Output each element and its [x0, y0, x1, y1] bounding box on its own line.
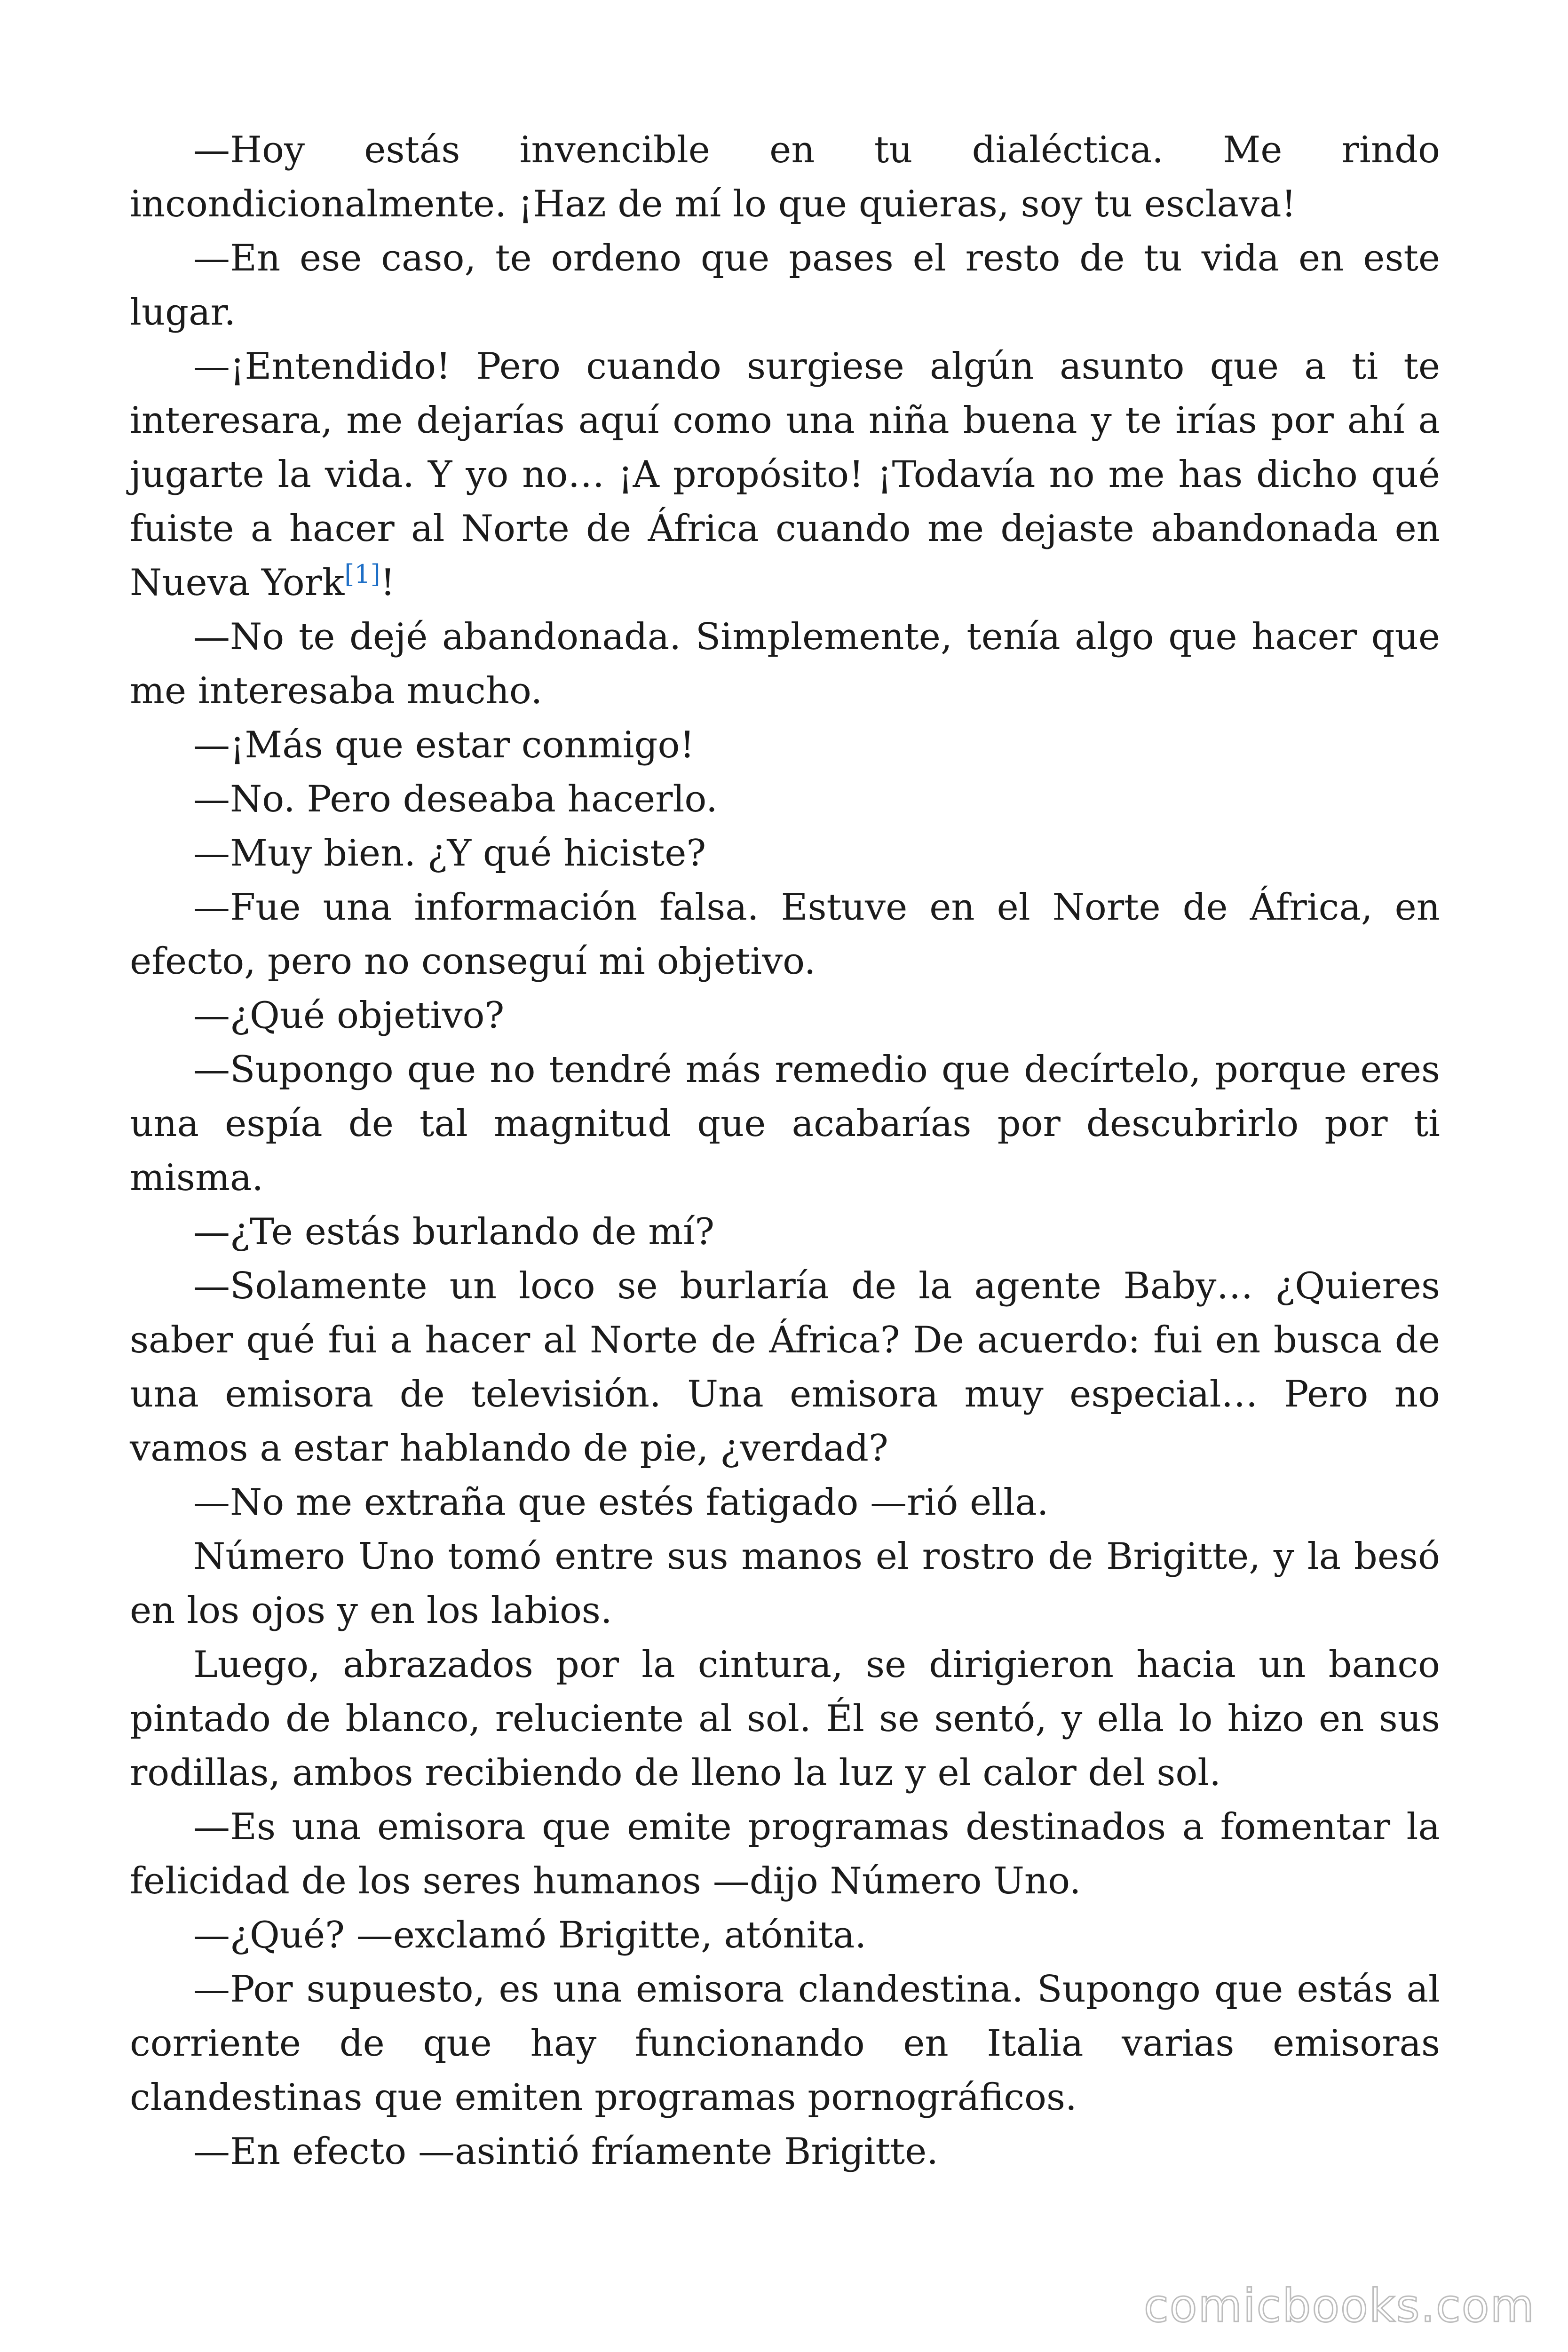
paragraph: —Solamente un loco se burlaría de la agente Baby… ¿Quieres saber qué fui a hacer al Norte de África? De acuerdo: fui en busca de una emisora de televisión. Una emisora muy especial… Pero no vamos a estar hablando de pie, ¿verdad? [130, 1265, 1440, 1470]
paragraph: —Supongo que no tendré más remedio que decírtelo, porque eres una espía de tal magnitud que acabarías por descubrirlo por ti misma. [130, 1049, 1440, 1199]
paragraph-text: ! [380, 562, 396, 604]
paragraph: —Hoy estás invencible en tu dialéctica. Me rindo incondicionalmente. ¡Haz de mí lo que quieras, soy tu esclava! [130, 129, 1440, 225]
paragraph: —No me extraña que estés fatigado —rió ella. [193, 1481, 1049, 1524]
paragraph: Número Uno tomó entre sus manos el rostro de Brigitte, y la besó en los ojos y en los labios. [130, 1535, 1440, 1632]
paragraph: —No. Pero deseaba hacerlo. [193, 778, 718, 820]
paragraph: —¡Más que estar conmigo! [193, 724, 695, 766]
paragraph: —Fue una información falsa. Estuve en el Norte de África, en efecto, pero no conseguí mi objetivo. [130, 886, 1440, 983]
paragraph: —¿Qué? —exclamó Brigitte, atónita. [193, 1914, 867, 1956]
paragraph: —¿Te estás burlando de mí? [193, 1211, 715, 1253]
paragraph-text: —¡Entendido! Pero cuando surgiese algún asunto que a ti te interesara, me dejarías aquí como una niña buena y te irías por ahí a jugarte la vida. Y yo no… ¡A propósito! ¡Todavía no me has dicho qué fuiste a hacer al Norte de África cuando me dejaste abandonada en Nueva York [130, 345, 1440, 604]
paragraph: —Es una emisora que emite programas destinados a fomentar la felicidad de los seres humanos —dijo Número Uno. [130, 1806, 1440, 1902]
paragraph: —En ese caso, te ordeno que pases el resto de tu vida en este lugar. [130, 237, 1440, 334]
footnote-link[interactable]: [1] [344, 559, 380, 589]
book-page-text [130, 123, 1440, 2179]
paragraph: —En efecto —asintió fríamente Brigitte. [193, 2130, 939, 2173]
paragraph: —Por supuesto, es una emisora clandestina. Supongo que estás al corriente de que hay funcionando en Italia varias emisoras clandestinas que emiten programas pornográficos. [130, 1968, 1440, 2119]
paragraph [130, 340, 1440, 610]
paragraph: Luego, abrazados por la cintura, se dirigieron hacia un banco pintado de blanco, reluciente al sol. Él se sentó, y ella lo hizo en sus rodillas, ambos recibiendo de lleno la luz y el calor del sol. [130, 1644, 1440, 1794]
paragraph: —No te dejé abandonada. Simplemente, tenía algo que hacer que me interesaba mucho. [130, 616, 1440, 712]
paragraph: —Muy bien. ¿Y qué hiciste? [193, 832, 706, 874]
paragraph: —¿Qué objetivo? [193, 994, 505, 1037]
watermark: comicbooks.com [1143, 2280, 1535, 2332]
